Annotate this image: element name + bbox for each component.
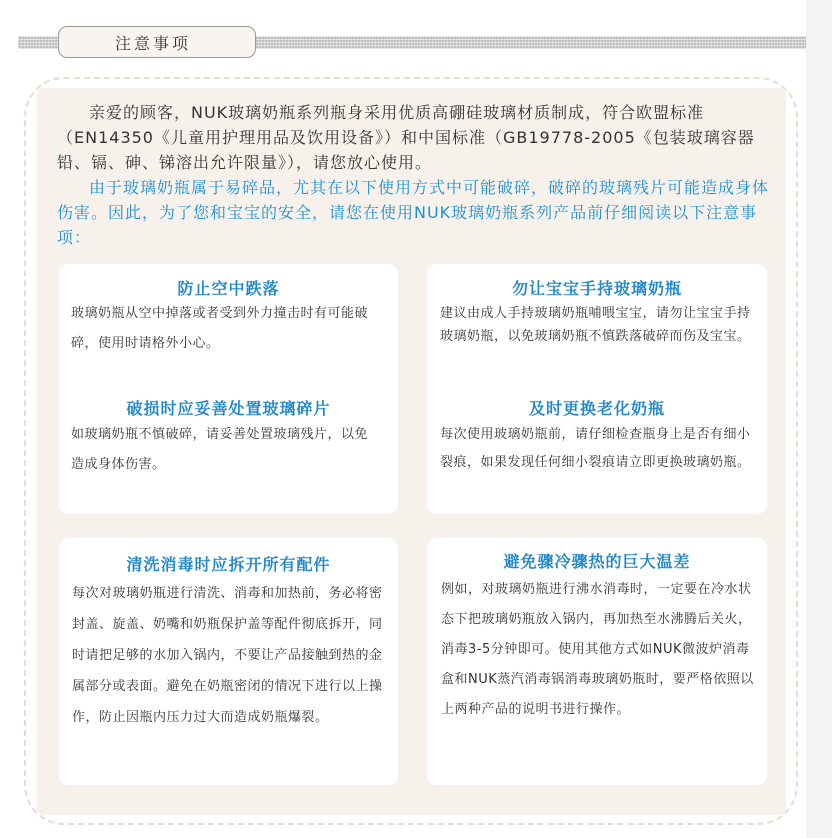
section-title-drop: 防止空中跌落 [177, 279, 280, 298]
section-body-replace: 每次使用玻璃奶瓶前，请仔细检查瓶身上是否有细小裂痕，如果发现任何细小裂痕请立即更换玻璃奶瓶。 [440, 427, 751, 470]
section-title-broken: 破损时应妥善处置玻璃碎片 [126, 399, 331, 418]
intro-paragraph-warning: 由于玻璃奶瓶属于易碎品，尤其在以下使用方式中可能破碎，破碎的玻璃残片可能造成身体伤害。因此，为了您和宝宝的安全，请您在使用NUK玻璃奶瓶系列产品前仔细阅读以下注意事项： [57, 178, 770, 247]
section-title-hold: 勿让宝宝手持玻璃奶瓶 [511, 279, 682, 298]
page-side-strip [806, 0, 832, 838]
intro-paragraph-standards: 亲爱的顾客，NUK玻璃奶瓶系列瓶身采用优质高硼硅玻璃材质制成，符合欧盟标准（EN14350《儿童用护理用品及饮用设备》）和中国标准（GB19778-2005《包装玻璃容器铅、镉、砷、锑溶出允许限量》），请您放心使用。 [57, 103, 755, 172]
section-title-temperature: 避免骤冷骤热的巨大温差 [503, 552, 691, 571]
section-body-hold: 建议由成人手持玻璃奶瓶哺喂宝宝，请勿让宝宝手持玻璃奶瓶，以免玻璃奶瓶不慎跌落破碎而伤及宝宝。 [440, 306, 751, 344]
intro-text [57, 100, 777, 250]
section-body-temperature: 例如，对玻璃奶瓶进行沸水消毒时，一定要在冷水状态下把玻璃奶瓶放入锅内，再加热至水沸腾后关火，消毒3-5分钟即可。使用其他方式如NUK微波炉消毒盒和NUK蒸汽消毒锅消毒玻璃奶瓶时，要严格依照以上两种产品的说明书进行操作。 [441, 582, 754, 717]
section-title-clean: 清洗消毒时应拆开所有配件 [126, 555, 331, 574]
header-tab [58, 26, 256, 58]
section-body-clean: 每次对玻璃奶瓶进行清洗、消毒和加热前，务必将密封盖、旋盖、奶嘴和奶瓶保护盖等配件彻底拆开，同时请把足够的水加入锅内，不要让产品接触到热的金属部分或表面。避免在奶瓶密闭的情况下进行以上操作，防止因瓶内压力过大而造成奶瓶爆裂。 [72, 586, 383, 725]
section-body-broken: 如玻璃奶瓶不慎破碎，请妥善处置玻璃残片，以免造成身体伤害。 [71, 427, 369, 472]
page-title: 注意事项 [115, 33, 192, 53]
section-title-replace: 及时更换老化奶瓶 [528, 399, 665, 418]
section-body-drop: 玻璃奶瓶从空中掉落或者受到外力撞击时有可能破碎，使用时请格外小心。 [71, 306, 369, 351]
